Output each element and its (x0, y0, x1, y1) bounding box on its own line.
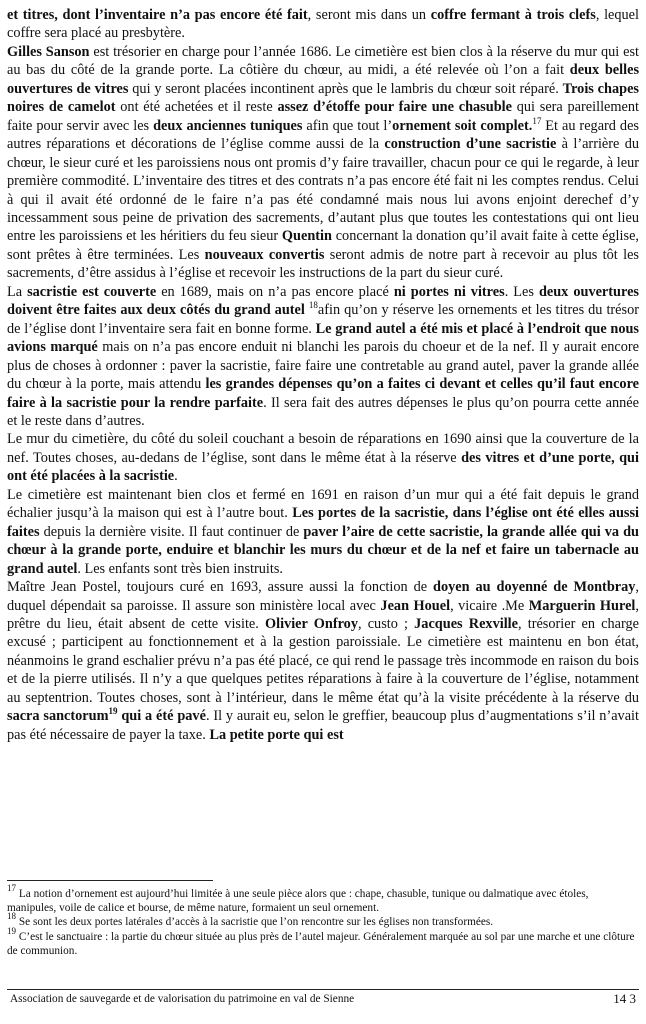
footnote-ref: 19 (108, 706, 118, 717)
footnote-separator (7, 880, 213, 881)
text-run: Et au regard des autres réparations et décorations de l’église comme aussi de la (7, 117, 639, 153)
footnote-ref: 17 (532, 115, 542, 126)
bold-text: . (528, 117, 533, 134)
paragraph (7, 486, 639, 578)
bold-text: qui a été pavé (117, 708, 206, 725)
text-run: Maître Jean Postel, toujours curé en 1693, assure aussi la fonction de (7, 579, 433, 596)
text-run: est trésorier en charge pour l’année 1686. Le cimetière est bien clos à la réserve du mur qui est au bas du côté de la grande porte. La côtière du chœur, au midi, a été relevée où l’on a fait (7, 43, 639, 79)
text-run: , custo ; (357, 615, 415, 632)
bold-text: Olivier Onfroy (265, 615, 358, 632)
bold-text: Jacques Rexville (414, 615, 518, 632)
bold-text: les grandes dépenses qu’on a faites ci devant et celles qu’il faut encore faire à la sacristie pour la rendre parfaite (7, 376, 639, 411)
footnote (7, 925, 639, 958)
bold-text: ni portes ni vitres (393, 283, 505, 300)
text-run: . Les enfants sont très bien instruits. (77, 560, 283, 577)
bold-text: sacra sanctorum (7, 708, 109, 725)
footnote-text: La notion d’ornement est aujourd’hui limitée à une seule pièce alors que : chape, chasuble, tunique ou dalmatique avec étoles, manipules, voile de calice et bourse, de même nature, formaient un seul ornement. (7, 888, 589, 915)
bold-text: assez d’étoffe pour faire une chasuble (277, 99, 512, 116)
text-run: . Il y aurait eu, selon le greffier, beaucoup plus d’augmentations s’il n’avait pas été nécessaire de payer la taxe. (7, 708, 639, 743)
bold-text: deux anciennes tuniques (153, 117, 303, 134)
text-run: qui y seront placées incontinent après que le lambris du chœur soit réparé. (128, 80, 563, 97)
text-run: Le cimetière est maintenant bien clos et fermé en 1691 en raison d’un mur qui a été fait depuis le grand échalier jusqu’à la maison qui est à l’autre bout. (7, 486, 639, 522)
bold-text: Marguerin Hurel (528, 597, 636, 614)
bold-text: paver l’aire de cette sacristie, la grande allée qui va du chœur à la grande porte, enduire et blanchir les murs du chœur et de la nef et faire un tabernacle au grand autel (7, 523, 640, 577)
bold-text: deux belles ouvertures de vitres (7, 62, 640, 97)
text-run: , duquel dépendait sa paroisse. Il assure son ministère local avec (7, 579, 639, 614)
body-text (7, 6, 639, 744)
bold-text: nouveaux convertis (204, 246, 325, 263)
text-run: , trésorier en charge excusé ; participent au fonctionnement et à la gestion paroissiale. Le cimetière est maintenu en bon état, néanmoins le grand eschalier prévu n’a pas été placé, ce qui rend le passage très incommode en raison du bois et de la pierre utilisés. Il n’y a que quelques petites réparations à faire à la couverture de l’église, notamment au septentrion. Toutes choses, sont à l’intérieur, dans le même état qu’à la visite précédente à la réserve du (7, 615, 639, 706)
page-number: 14 3 (613, 991, 636, 1006)
text-run: , prêtre du lieu, était absent de cette visite. (7, 597, 639, 632)
text-run: , lequel coffre sera placé au presbytère. (7, 7, 639, 42)
bold-text: Trois chapes noires de camelot (7, 80, 639, 116)
text-run: , vicaire .Me (450, 597, 529, 614)
text-run: ont été achetées et il reste (115, 99, 278, 116)
footer-rule (7, 989, 639, 990)
paragraph (7, 430, 639, 485)
footnotes (7, 883, 639, 958)
text-run: . Les (504, 283, 539, 300)
paragraph (7, 578, 639, 744)
text-run: mais on n’a pas encore enduit ni blanchi les parois du choeur et de la nef. Il y aurait encore plus de choses à ordonner : paver la sacristie, faire faire une contretable au grand autel, paver la grande allée du chœur à la porte, mais attendu (7, 339, 639, 393)
bold-text: Le grand autel a été mis et placé à l’endroit que nous avions marqué (7, 320, 639, 356)
footer-organization: Association de sauvegarde et de valorisation du patrimoine en val de Sienne (10, 993, 355, 1005)
text-run: , seront mis dans un (307, 7, 431, 23)
text-run: qui sera pareillement faite pour servir avec les (7, 99, 639, 134)
text-run: Le mur du cimetière, du côté du soleil couchant a besoin de réparations en 1690 ainsi que la couverture de la nef. Toutes choses, au-dedans de l’église, sont dans le même état à la réserve (7, 431, 639, 466)
text-run: seront admis de notre part à recevoir au plus tôt les sacrements, d’être assidus à l’église et recevoir les instructions de la part du sieur curé. (7, 246, 639, 282)
bold-text: doyen au doyenné de Montbray (433, 579, 636, 596)
text-run: en 1689, mais on n’a pas encore placé (156, 283, 394, 300)
bold-text: coffre fermant à trois clefs (430, 7, 596, 23)
footnote (7, 911, 639, 929)
bold-text: Gilles Sanson (7, 43, 90, 60)
text-run: La (7, 283, 28, 300)
text-run: concernant la donation qu’il avait faite à cette église, sont prêtes à être terminées. Les (7, 228, 639, 263)
paragraph (7, 43, 639, 283)
footnote-number: 18 (7, 911, 16, 922)
paragraph (7, 283, 639, 431)
footnote-text: C’est le sanctuaire : la partie du chœur située au plus près de l’autel majeur. Généralement marquée au sol par une marche et une clôture de communion. (7, 930, 635, 957)
bold-text: ornement soit complet (392, 117, 529, 134)
bold-text: La petite porte qui est (209, 726, 344, 743)
text-run: depuis la dernière visite. Il faut continuer de (39, 523, 304, 540)
bold-text: Quentin (281, 228, 332, 245)
bold-text: Les portes de la sacristie, dans l’église ont été elles aussi faites (7, 505, 639, 540)
text-run: afin que tout l’ (302, 117, 393, 134)
paragraph (7, 6, 639, 43)
bold-text: et titres, dont l’inventaire n’a pas encore été fait (7, 7, 308, 23)
footnote-text: Se sont les deux portes latérales d’accès à la sacristie que l’on rencontre sur les églises non transformées. (16, 916, 494, 929)
bold-text: deux ouvertures doivent être faites aux deux côtés du grand autel (7, 283, 639, 319)
bold-text: construction d’une sacristie (384, 136, 557, 153)
bold-text: Jean Houel (380, 597, 451, 614)
text-run: . (174, 468, 178, 485)
text-run: à l’arrière du chœur, le sieur curé et les paroissiens nous ont promis d’y faire travailler, chacun pour ce qui le regarde, à leur première commodité. L’inventaire des titres et des contrats n’a pas encore été fait ni les comptes rendus. Celui à qui il avait été ordonné de le faire n’a pas été condamné mais nous lui avons enjoint derechef d’y incessamment sous peine de privation des sacrements, d’autant plus que toutes les contestations qui ont lieu entre les paroissiens et les héritiers du feu sieur (7, 136, 640, 245)
footnote-number: 19 (7, 925, 16, 936)
footnote (7, 883, 639, 915)
bold-text: sacristie est couverte (27, 283, 157, 300)
text-run: afin qu’on y réserve les ornements et les titres du trésor de l’église dont l’inventaire sera fait en bonne forme. (7, 302, 639, 337)
footnote-ref: 18 (308, 300, 318, 311)
footnote-number: 17 (7, 883, 16, 893)
bold-text: des vitres et d’une porte, qui ont été placées à la sacristie (7, 449, 639, 485)
text-run: . Il sera fait des autres dépenses le plus qu’on pourra cette année et le reste dans d’autres. (7, 394, 639, 429)
